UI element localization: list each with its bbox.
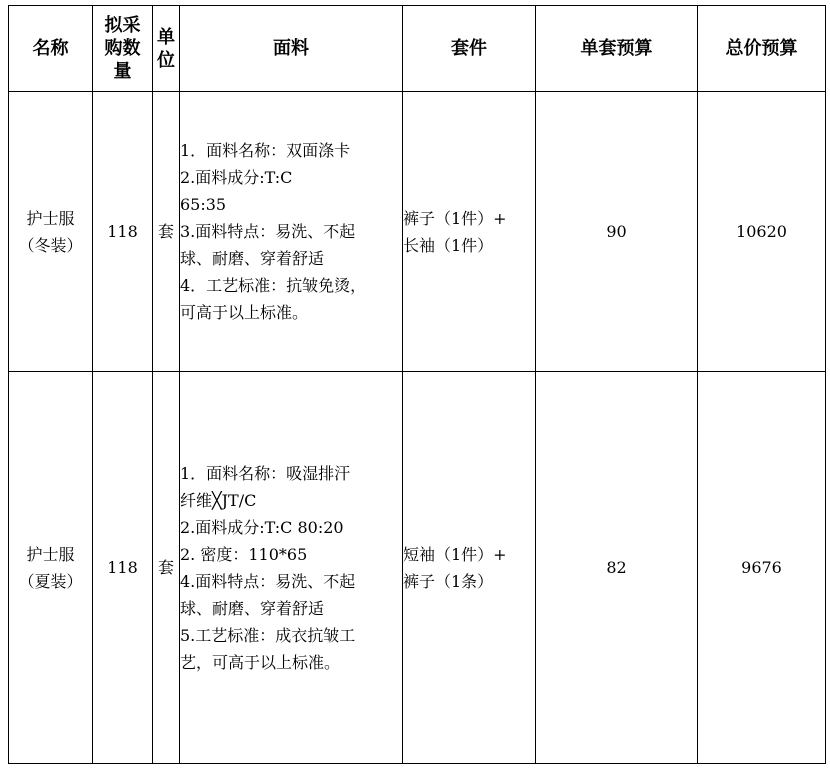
- cell-fabric: 1．面料名称：双面涤卡 2.面料成分:T:C 65:35 3.面料特点：易洗、不起 球、耐磨、穿着舒适 4．工艺标准：抗皱免烫， 可高于以上标准。: [180, 92, 403, 372]
- header-set: 套件: [403, 6, 536, 92]
- cell-fabric: 1．面料名称：吸湿排汗 纤维╳JT/C 2.面料成分:T:C 80:20 2. 密度：110*65 4.面料特点：易洗、不起 球、耐磨、穿着舒适 5.工艺标准：成衣抗皱工 艺，可高于以上标准。: [180, 372, 403, 764]
- table-row: [9, 92, 826, 372]
- header-quantity: 拟采 购数 量: [93, 6, 153, 92]
- cell-quantity: 118: [93, 372, 153, 764]
- table-row: [9, 372, 826, 764]
- cell-quantity: 118: [93, 92, 153, 372]
- cell-name: 护士服 （夏装）: [9, 372, 93, 764]
- cell-name: 护士服 （冬装）: [9, 92, 93, 372]
- cell-unit-budget: 90: [536, 92, 698, 372]
- cell-set: 裤子（1件）+ 长袖（1件）: [403, 92, 536, 372]
- cell-unit-budget: 82: [536, 372, 698, 764]
- header-unit: 单 位: [153, 6, 180, 92]
- header-unit-budget: 单套预算: [536, 6, 698, 92]
- cell-set: 短袖（1件）+ 裤子（1条）: [403, 372, 536, 764]
- cell-unit: 套: [153, 92, 180, 372]
- cell-unit: 套: [153, 372, 180, 764]
- cell-total-budget: 10620: [698, 92, 826, 372]
- header-fabric: 面料: [180, 6, 403, 92]
- header-total-budget: 总价预算: [698, 6, 826, 92]
- header-name: 名称: [9, 6, 93, 92]
- procurement-table: [8, 5, 826, 764]
- cell-total-budget: 9676: [698, 372, 826, 764]
- header-row: [9, 6, 826, 92]
